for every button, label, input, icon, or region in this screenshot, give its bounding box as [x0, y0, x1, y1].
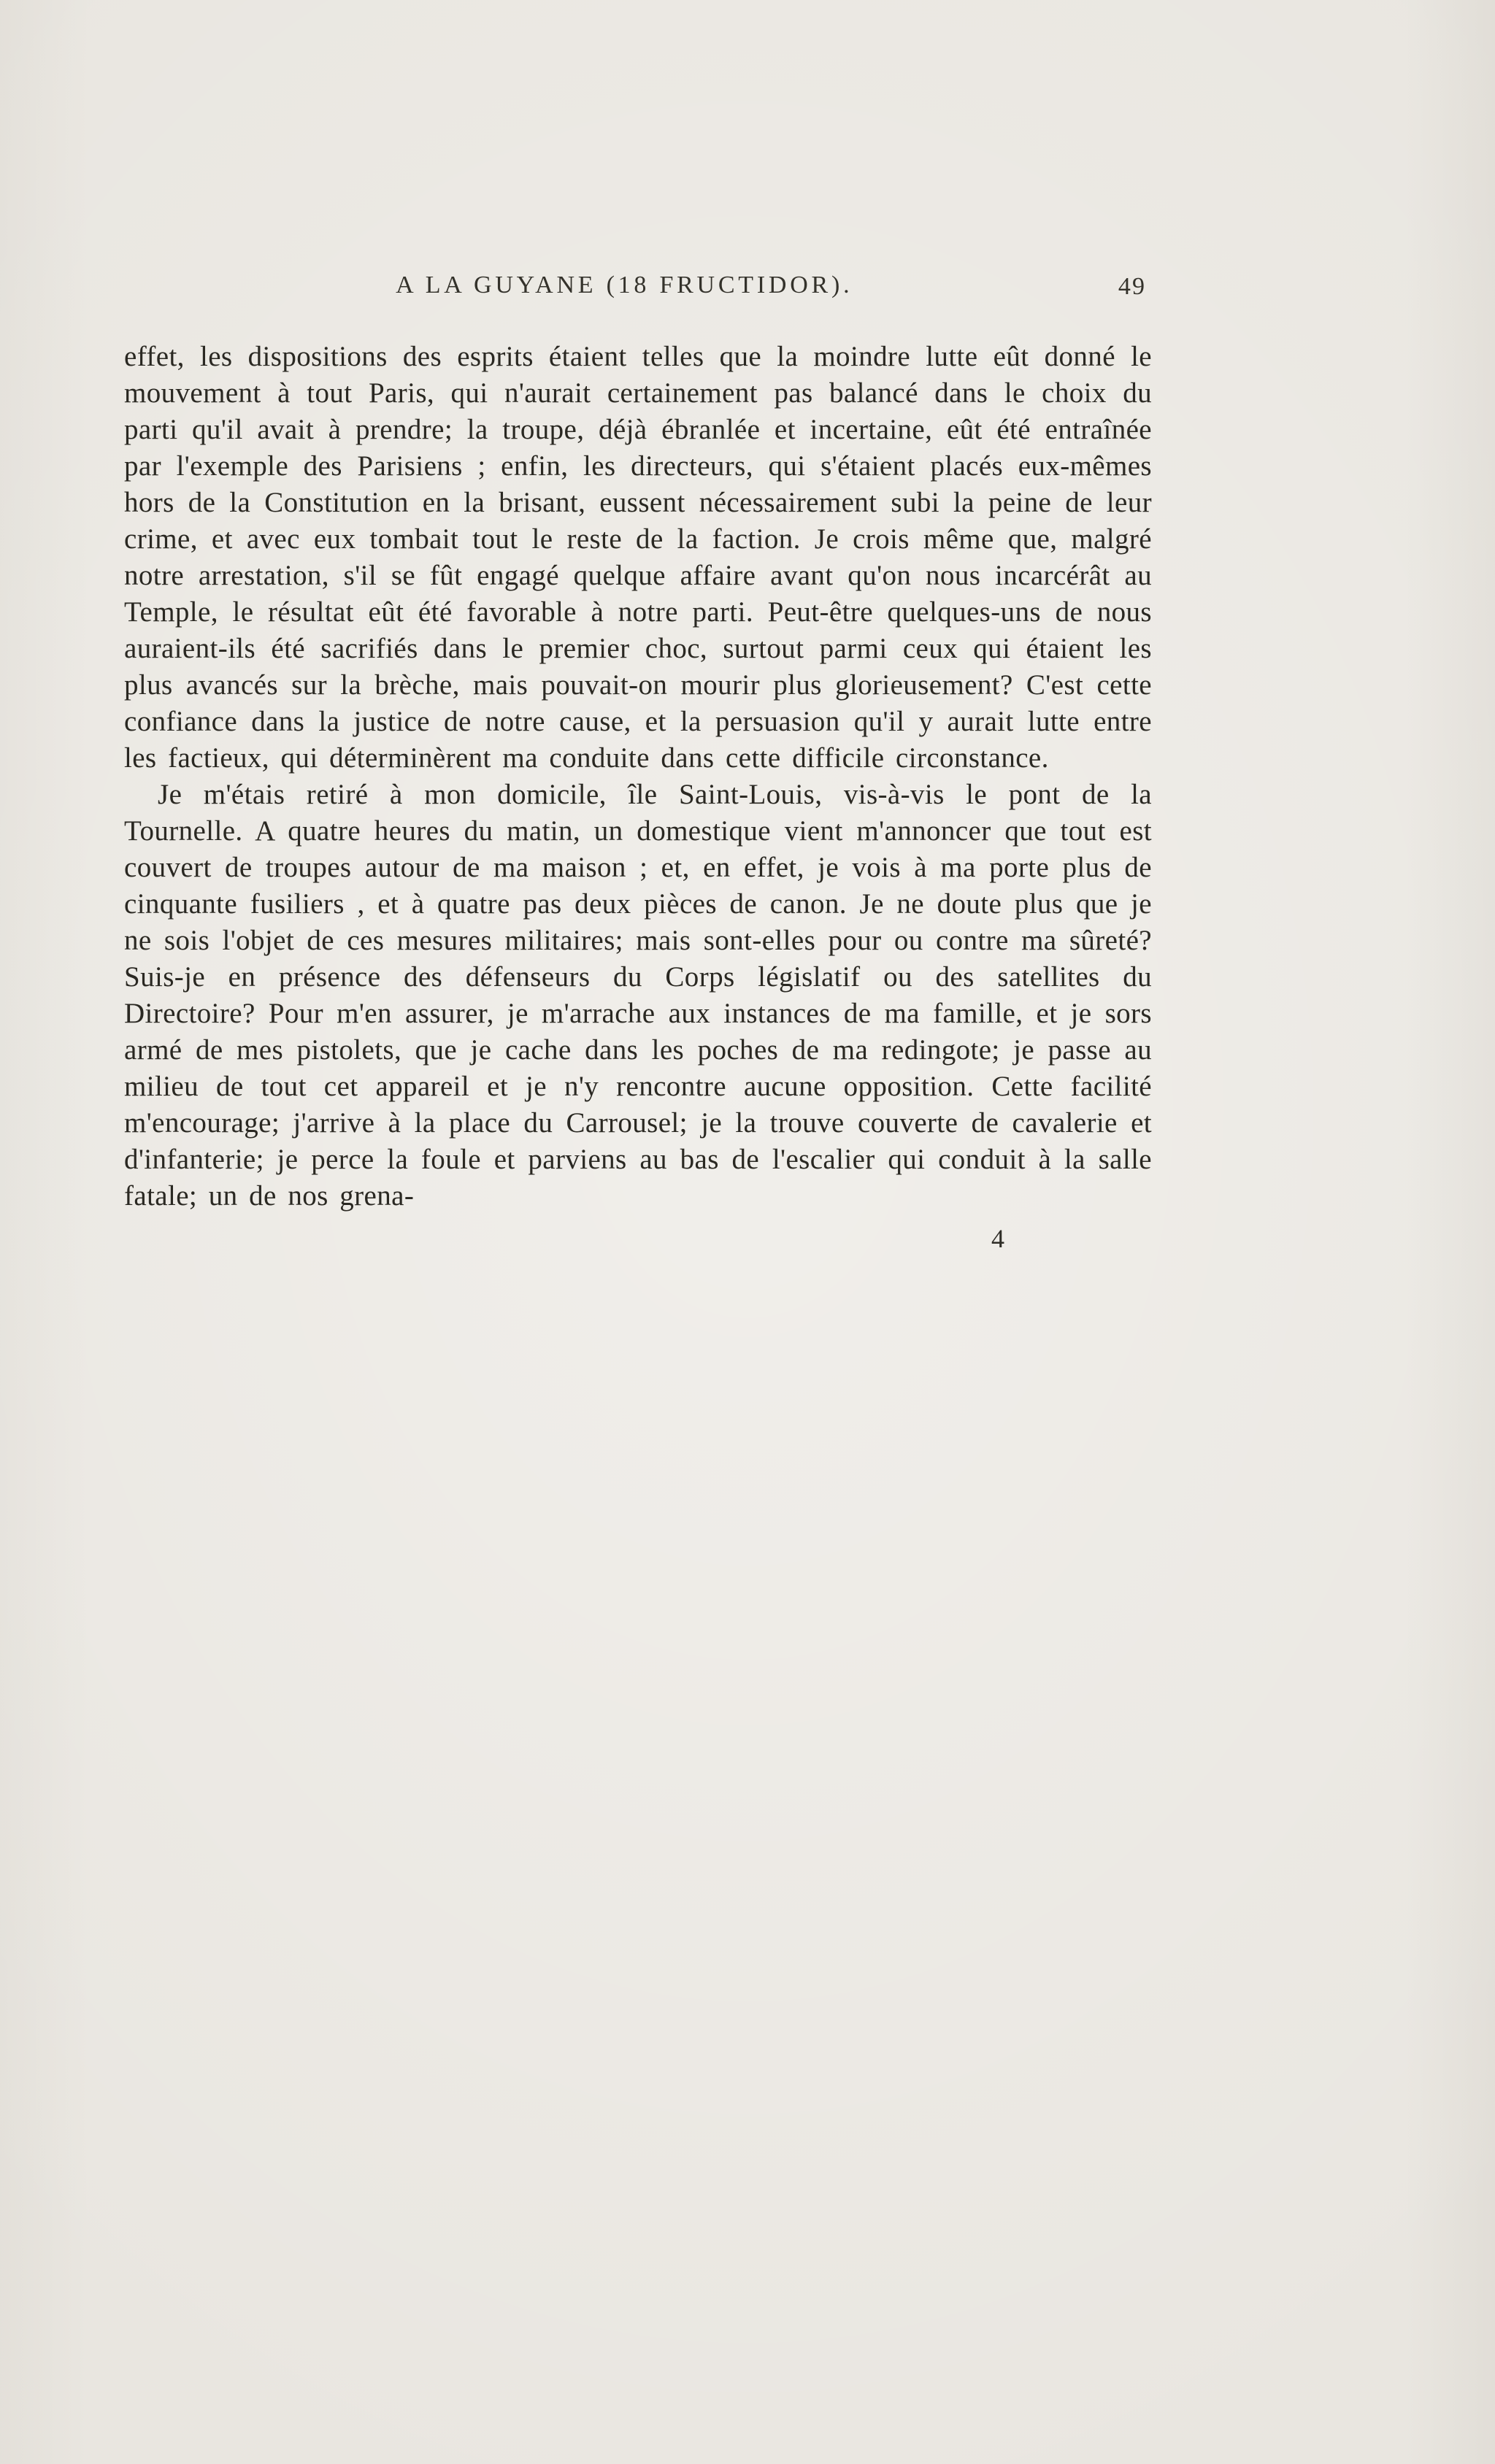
running-title: A LA GUYANE (18 FRUCTIDOR). — [396, 272, 853, 299]
text-block — [124, 272, 1152, 1254]
signature-mark: 4 — [991, 1224, 1004, 1253]
paragraph: Je m'étais retiré à mon domicile, île Saint-Louis, vis-à-vis le pont de la Tournelle. A quatre heures du matin, un domestique vient m'annoncer que tout est couvert de troupes autour de ma maison ; et, en effet, je vois à ma porte plus de cinquante fusiliers , et à quatre pas deux pièces de canon. Je ne doute plus que je ne sois l'objet de ces mesures militaires; mais sont-elles pour ou contre ma sûreté? Suis-je en présence des défenseurs du Corps législatif ou des satellites du Directoire? Pour m'en assurer, je m'arrache aux instances de ma famille, et je sors armé de mes pistolets, que je cache dans les poches de ma redingote; je passe au milieu de tout cet appareil et je n'y rencontre aucune opposition. Cette facilité m'encourage; j'arrive à la place du Carrousel; je la trouve couverte de cavalerie et d'infanterie; je perce la foule et parviens au bas de l'escalier qui conduit à la salle fatale; un de nos grena- — [124, 779, 1152, 1212]
page-number: 49 — [1118, 273, 1146, 300]
paragraph: effet, les dispositions des esprits étaient telles que la moindre lutte eût donné le mouvement à tout Paris, qui n'aurait certainement pas balancé dans le choix du parti qu'il avait à prendre; la troupe, déjà ébranlée et incertaine, eût été entraînée par l'exemple des Parisiens ; enfin, les directeurs, qui s'étaient placés eux-mêmes hors de la Constitution en la brisant, eussent nécessairement subi la peine de leur crime, et avec eux tombait tout le reste de la faction. Je crois même que, malgré notre arrestation, s'il se fût engagé quelque affaire avant qu'on nous incarcérât au Temple, le résultat eût été favorable à notre parti. Peut-être quelques-uns de nous auraient-ils été sacrifiés dans le premier choc, surtout parmi ceux qui étaient les plus avancés sur la brèche, mais pouvait-on mourir plus glorieusement? C'est cette confiance dans la justice de notre cause, et la persuasion qu'il y aurait lutte entre les factieux, qui déterminèrent ma conduite dans cette difficile circonstance. — [124, 341, 1152, 774]
body-text — [124, 339, 1152, 1214]
running-head — [124, 272, 1152, 314]
